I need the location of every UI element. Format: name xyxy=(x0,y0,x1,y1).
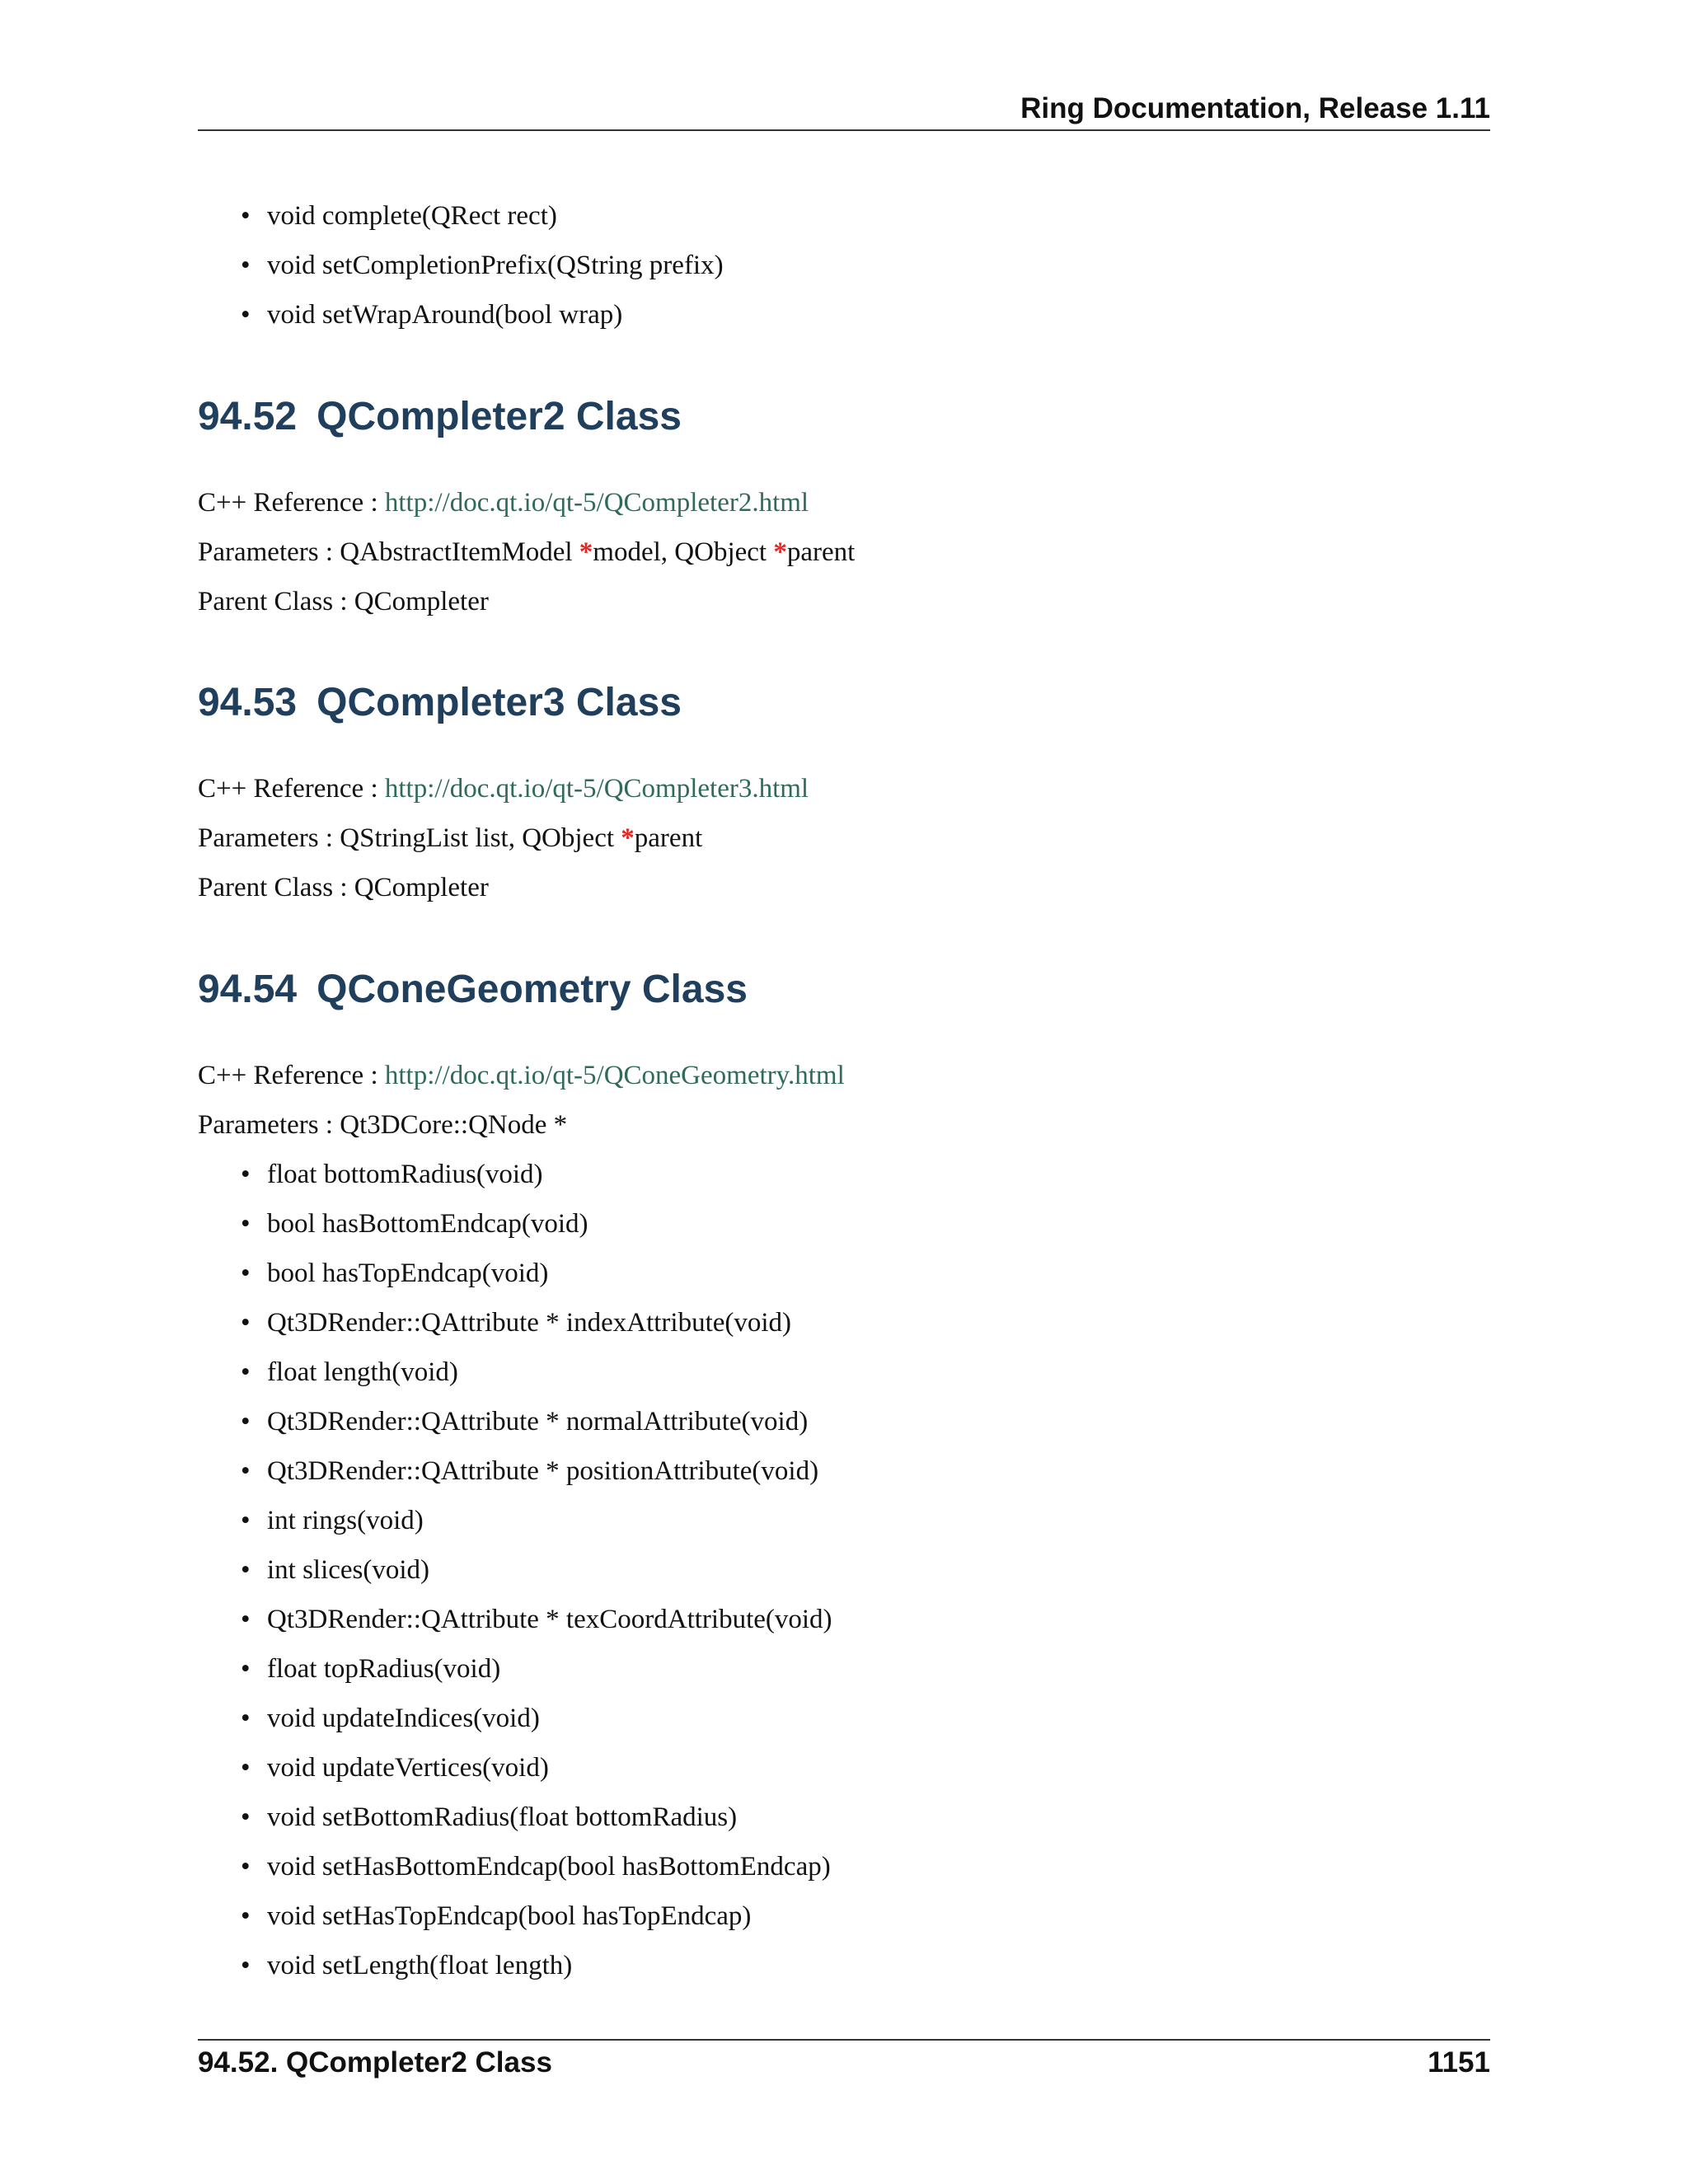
method-item: • void complete(QRect rect) xyxy=(241,191,724,241)
page-footer xyxy=(198,2041,1490,2084)
bullet-icon: • xyxy=(241,1901,251,1931)
section-heading-qcompleter3 xyxy=(198,678,682,728)
cpp-reference-link[interactable]: http://doc.qt.io/qt-5/QCompleter3.html xyxy=(384,774,809,804)
bullet-icon: • xyxy=(241,1506,251,1535)
cpp-reference-line xyxy=(198,764,809,813)
parent-class-line: Parent Class : QCompleter xyxy=(198,873,489,902)
method-item: • void setCompletionPrefix(QString prefix) xyxy=(241,241,724,290)
method-item: • float topRadius(void) xyxy=(241,1644,832,1694)
method-item: • void setWrapAround(bool wrap) xyxy=(241,290,724,340)
section-number: 94.52 xyxy=(198,395,298,438)
page-number: 1151 xyxy=(1428,2046,1490,2079)
qconegeometry-method-list xyxy=(241,1150,832,1990)
running-header: Ring Documentation, Release 1.11 xyxy=(1020,92,1490,124)
bullet-icon: • xyxy=(241,1802,251,1832)
header-rule xyxy=(198,129,1490,131)
parameters-label: Parameters : xyxy=(198,1110,340,1140)
bullet-icon: • xyxy=(241,1605,251,1634)
bullet-icon: • xyxy=(241,1456,251,1486)
section-number: 94.54 xyxy=(198,968,298,1011)
bullet-icon: • xyxy=(241,201,251,231)
method-item: • bool hasBottomEndcap(void) xyxy=(241,1199,832,1249)
bullet-icon: • xyxy=(241,1258,251,1288)
method-item: • void updateVertices(void) xyxy=(241,1743,832,1793)
footer-rule xyxy=(198,2039,1490,2041)
method-item: • float bottomRadius(void) xyxy=(241,1150,832,1199)
method-item: • Qt3DRender::QAttribute * indexAttribute(void) xyxy=(241,1298,832,1347)
cpp-reference-line xyxy=(198,478,809,527)
pointer-star: * xyxy=(621,823,635,853)
section-number: 94.53 xyxy=(198,681,298,724)
parameters-label: Parameters : xyxy=(198,823,340,853)
cpp-reference-label: C++ Reference : xyxy=(198,1061,385,1090)
bullet-icon: • xyxy=(241,1407,251,1436)
bullet-icon: • xyxy=(241,1951,251,1980)
bullet-icon: • xyxy=(241,1308,251,1338)
bullet-icon: • xyxy=(241,300,251,330)
parameters-line: Parameters : Qt3DCore::QNode * xyxy=(198,1110,568,1140)
method-item: • Qt3DRender::QAttribute * texCoordAttribute(void) xyxy=(241,1595,832,1644)
bullet-icon: • xyxy=(241,1654,251,1684)
parent-class-line: Parent Class : QCompleter xyxy=(198,587,489,616)
method-item: • Qt3DRender::QAttribute * normalAttribute(void) xyxy=(241,1397,832,1446)
cpp-reference-link[interactable]: http://doc.qt.io/qt-5/QConeGeometry.html xyxy=(384,1061,845,1090)
parameters-line: Parameters : QAbstractItemModel *model, QObject *parent xyxy=(198,537,856,567)
method-item: • bool hasTopEndcap(void) xyxy=(241,1249,832,1298)
cpp-reference-label: C++ Reference : xyxy=(198,774,385,804)
cpp-reference-label: C++ Reference : xyxy=(198,488,385,518)
bullet-icon: • xyxy=(241,1357,251,1387)
pointer-star: * xyxy=(773,537,787,567)
cpp-reference-line xyxy=(198,1051,845,1100)
footer-section-title: 94.52. QCompleter2 Class xyxy=(198,2046,552,2079)
method-item: • float length(void) xyxy=(241,1347,832,1397)
method-item: • int slices(void) xyxy=(241,1545,832,1595)
pointer-star: * xyxy=(579,537,593,567)
section-heading-qconegeometry xyxy=(198,965,748,1015)
bullet-icon: • xyxy=(241,1852,251,1882)
bullet-icon: • xyxy=(241,251,251,280)
parameters-label: Parameters : xyxy=(198,537,340,567)
method-item: • void setHasBottomEndcap(bool hasBottomEndcap) xyxy=(241,1842,832,1891)
method-item: • void updateIndices(void) xyxy=(241,1694,832,1743)
bullet-icon: • xyxy=(241,1555,251,1585)
section-title-text: QConeGeometry Class xyxy=(316,968,748,1011)
method-item: • int rings(void) xyxy=(241,1496,832,1545)
bullet-icon: • xyxy=(241,1209,251,1239)
bullet-icon: • xyxy=(241,1753,251,1783)
method-item: • Qt3DRender::QAttribute * positionAttribute(void) xyxy=(241,1446,832,1496)
section-heading-qcompleter2 xyxy=(198,392,682,442)
cpp-reference-link[interactable]: http://doc.qt.io/qt-5/QCompleter2.html xyxy=(384,488,809,518)
method-item: • void setHasTopEndcap(bool hasTopEndcap) xyxy=(241,1891,832,1941)
parameters-line: Parameters : QStringList list, QObject *parent xyxy=(198,823,703,853)
method-item: • void setLength(float length) xyxy=(241,1941,832,1990)
section-title-text: QCompleter3 Class xyxy=(316,681,682,724)
method-item: • void setBottomRadius(float bottomRadius) xyxy=(241,1793,832,1842)
bullet-icon: • xyxy=(241,1704,251,1733)
intro-method-list xyxy=(241,191,724,340)
section-title-text: QCompleter2 Class xyxy=(316,395,682,438)
bullet-icon: • xyxy=(241,1160,251,1189)
